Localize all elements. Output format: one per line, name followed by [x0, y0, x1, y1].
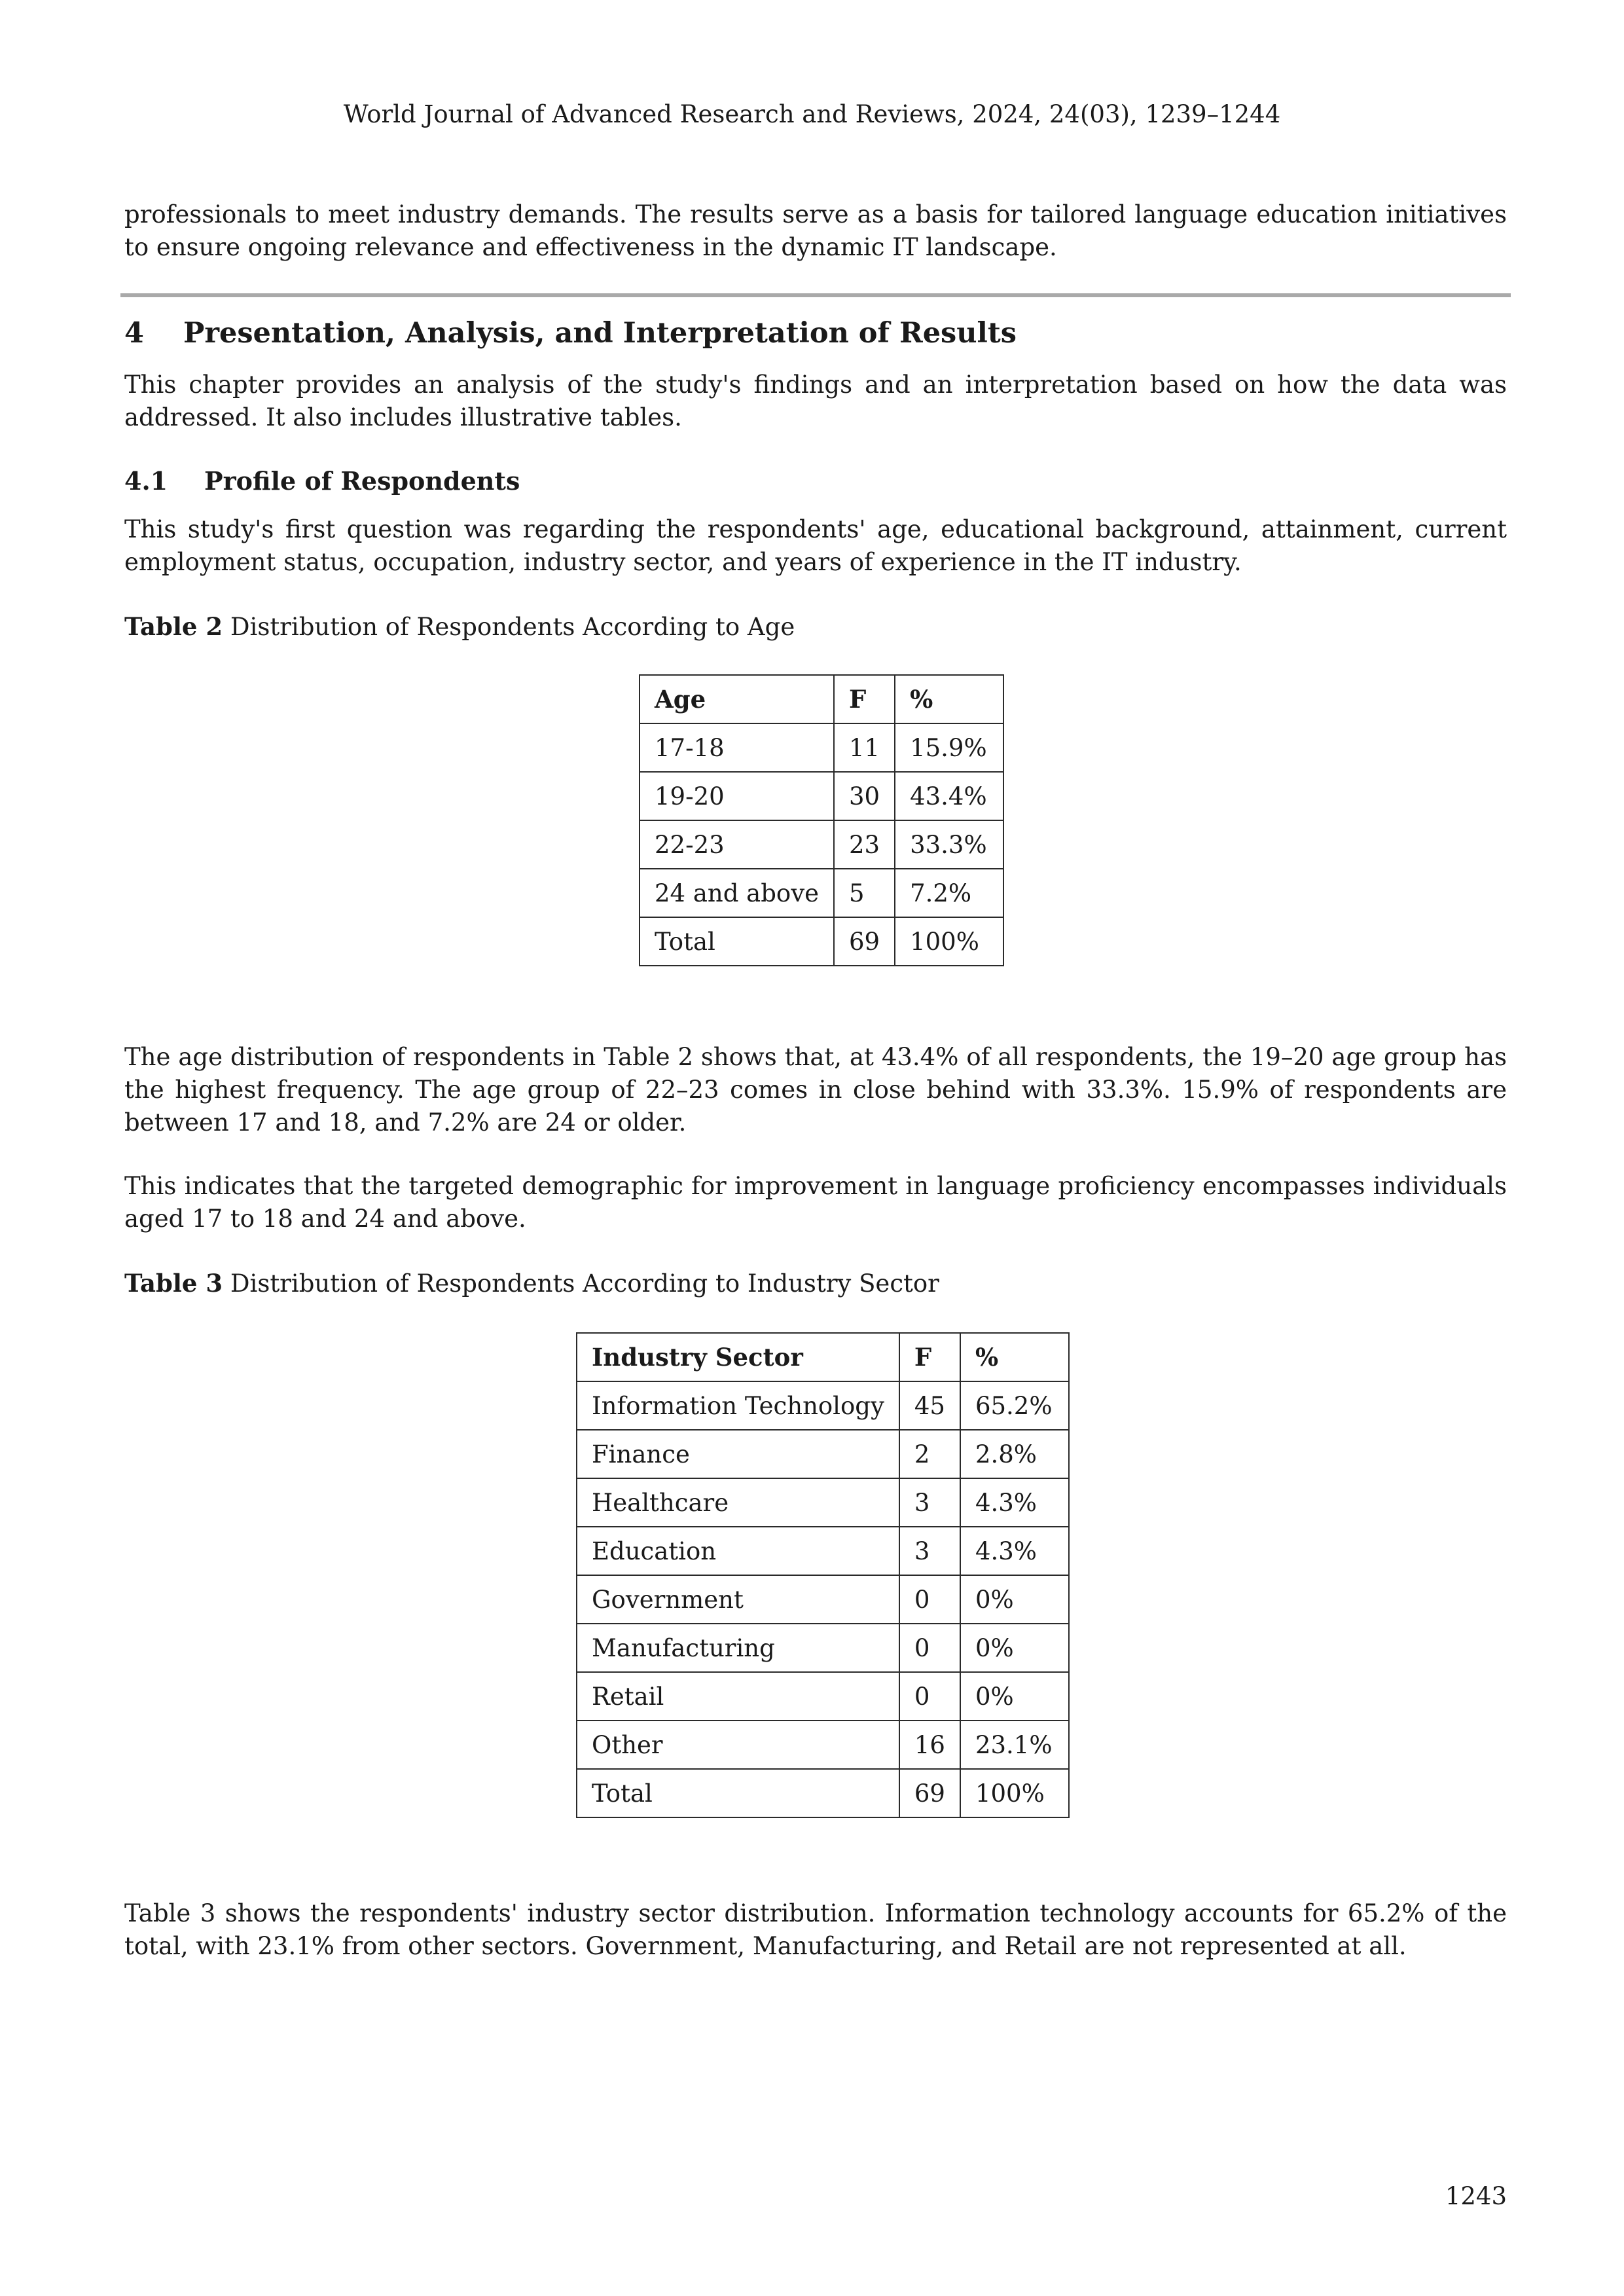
running-head: World Journal of Advanced Research and Reviews, 2024, 24(03), 1239–1244 — [343, 100, 1281, 128]
table3-cell-percent: 0% — [960, 1624, 1069, 1672]
table-row — [577, 1527, 1069, 1575]
table3-cell-f: 45 — [899, 1381, 960, 1430]
table-row — [577, 1478, 1069, 1527]
table3-header-row — [577, 1333, 1069, 1381]
table2-cell-age: 19-20 — [640, 772, 834, 820]
table3-header-f: F — [899, 1333, 960, 1381]
section-heading — [124, 314, 1017, 353]
table3-cell-sector: Retail — [577, 1672, 899, 1721]
age-conclusion-paragraph: This indicates that the targeted demographic for improvement in language proficiency encompasses individuals aged 17 to 18 and 24 and above. — [124, 1172, 1507, 1233]
table-row — [577, 1575, 1069, 1624]
table3-cell-f: 69 — [899, 1769, 960, 1817]
table3-caption — [124, 1267, 939, 1300]
table2-cell-percent: 33.3% — [895, 820, 1003, 869]
table3-cell-f: 3 — [899, 1478, 960, 1527]
table-row — [640, 820, 1003, 869]
table-row — [577, 1381, 1069, 1430]
table3-cell-f: 3 — [899, 1527, 960, 1575]
table-row — [577, 1721, 1069, 1769]
table2-caption — [124, 610, 795, 644]
table3-label: Table 3 — [124, 1269, 223, 1298]
table2-cell-f: 5 — [834, 869, 895, 917]
table3-cell-percent: 65.2% — [960, 1381, 1069, 1430]
table3-cell-f: 0 — [899, 1672, 960, 1721]
table3-header-percent: % — [960, 1333, 1069, 1381]
table3-cell-sector: Other — [577, 1721, 899, 1769]
table2-label: Table 2 — [124, 612, 223, 641]
table2-header-f: F — [834, 675, 895, 723]
table3-cell-f: 16 — [899, 1721, 960, 1769]
table3-cell-f: 2 — [899, 1430, 960, 1478]
table-row — [640, 723, 1003, 772]
table2-cell-f: 69 — [834, 917, 895, 966]
table3-cell-percent: 4.3% — [960, 1478, 1069, 1527]
table3-cell-f: 0 — [899, 1575, 960, 1624]
table2-cell-age: 22-23 — [640, 820, 834, 869]
table2-cell-f: 23 — [834, 820, 895, 869]
table3-cell-sector: Healthcare — [577, 1478, 899, 1527]
section-paragraph: This chapter provides an analysis of the study's findings and an interpretation based on how the data was addressed. It also includes illustrative tables. — [124, 371, 1507, 431]
table2-header-percent: % — [895, 675, 1003, 723]
table3-caption-text: Distribution of Respondents According to Industry Sector — [230, 1269, 939, 1298]
age-analysis-paragraph: The age distribution of respondents in Table 2 shows that, at 43.4% of all respondents, the 19–20 age group has the highest frequency. The age group of 22–23 comes in close behind with 33.3%. 15.9% of respondents are between 17 and 18, and 7.2% are 24 or older. — [124, 1043, 1507, 1137]
table2-header-age: Age — [640, 675, 834, 723]
table2-cell-percent: 43.4% — [895, 772, 1003, 820]
subsection-paragraph: This study's first question was regarding the respondents' age, educational background, attainment, current employment status, occupation, industry sector, and years of experience in the IT industry. — [124, 515, 1507, 576]
table2-cell-percent: 15.9% — [895, 723, 1003, 772]
table2 — [639, 674, 1004, 966]
table2-caption-text: Distribution of Respondents According to Age — [230, 613, 795, 641]
table-row — [577, 1672, 1069, 1721]
table2-cell-percent: 7.2% — [895, 869, 1003, 917]
table3-cell-percent: 4.3% — [960, 1527, 1069, 1575]
table3-cell-percent: 0% — [960, 1575, 1069, 1624]
table3-cell-sector: Total — [577, 1769, 899, 1817]
table-row — [577, 1430, 1069, 1478]
table-row — [640, 772, 1003, 820]
sector-analysis-paragraph: Table 3 shows the respondents' industry sector distribution. Information technology accounts for 65.2% of the total, with 23.1% from other sectors. Government, Manufacturing, and Retail are not represented at all. — [124, 1899, 1507, 1960]
table-row — [640, 869, 1003, 917]
table3-cell-f: 0 — [899, 1624, 960, 1672]
table2-header-row — [640, 675, 1003, 723]
table2-cell-f: 11 — [834, 723, 895, 772]
table3-cell-percent: 100% — [960, 1769, 1069, 1817]
table-row — [577, 1624, 1069, 1672]
table3-cell-percent: 2.8% — [960, 1430, 1069, 1478]
table3-cell-sector: Education — [577, 1527, 899, 1575]
page-number: 1243 — [1445, 2182, 1507, 2210]
table3-header-sector: Industry Sector — [577, 1333, 899, 1381]
table2-cell-percent: 100% — [895, 917, 1003, 966]
table3-cell-sector: Finance — [577, 1430, 899, 1478]
section-number: 4 — [124, 317, 144, 350]
table2-cell-age: 24 and above — [640, 869, 834, 917]
table3-cell-sector: Information Technology — [577, 1381, 899, 1430]
table3-cell-sector: Manufacturing — [577, 1624, 899, 1672]
intro-paragraph: professionals to meet industry demands. The results serve as a basis for tailored language education initiatives to ensure ongoing relevance and effectiveness in the dynamic IT landscape. — [124, 200, 1507, 261]
section-divider — [120, 293, 1511, 297]
table3-cell-sector: Government — [577, 1575, 899, 1624]
section-title: Presentation, Analysis, and Interpretation of Results — [183, 317, 1017, 350]
table-row-total — [640, 917, 1003, 966]
table2-cell-age: 17-18 — [640, 723, 834, 772]
subsection-title: Profile of Respondents — [204, 466, 520, 496]
table3 — [576, 1332, 1070, 1818]
table2-cell-f: 30 — [834, 772, 895, 820]
subsection-number: 4.1 — [124, 466, 168, 496]
table3-cell-percent: 0% — [960, 1672, 1069, 1721]
table2-cell-age: Total — [640, 917, 834, 966]
table-row-total — [577, 1769, 1069, 1817]
subsection-heading — [124, 465, 520, 498]
table3-cell-percent: 23.1% — [960, 1721, 1069, 1769]
